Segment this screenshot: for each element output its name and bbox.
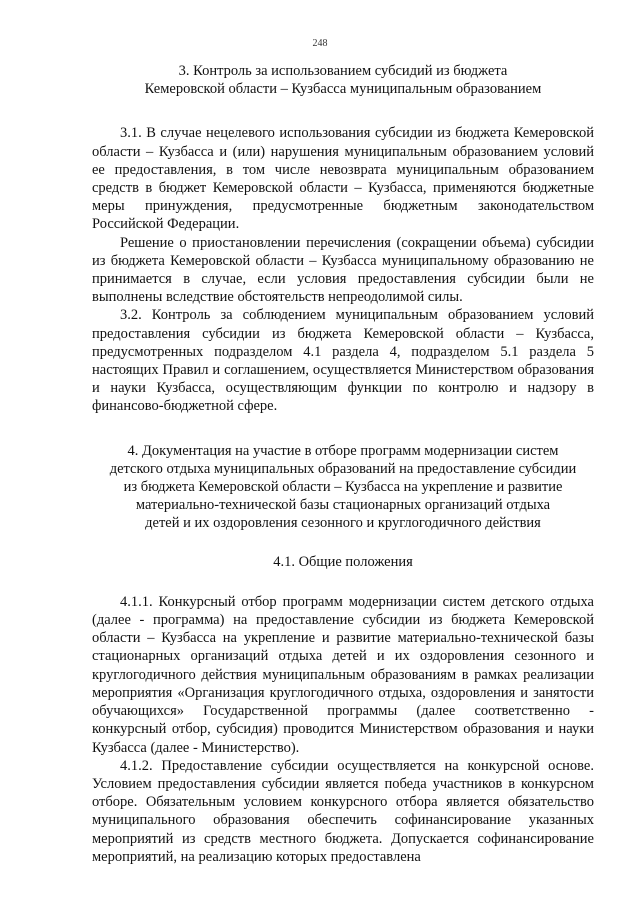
paragraph-3-2: 3.2. Контроль за соблюдением муниципальным образованием условий предоставления субсидии из бюджета Кемеровской области – Кузбасса, предусмотренных подразделом 4.1 раздела 4, подразделом 5.1 раздела 5 настоящих Правил и соглашением, осуществляется Министерством образования и науки Кузбасса, осуществляющим функции по контролю и надзору в финансово-бюджетной сфере. xyxy=(92,307,594,415)
paragraph-4-1-2: 4.1.2. Предоставление субсидии осуществляется на конкурсной основе. Условием предоставления субсидии является победа участников в конкурсном отборе. Обязательным условием конкурсного отбора является обязательство муниципального образования обеспечить софинансирование указанных мероприятий из средств местного бюджета. Допускается софинансирование мероприятий, на реализацию которых предоставлена xyxy=(92,757,594,865)
document-body xyxy=(92,62,594,866)
section-3-heading xyxy=(92,62,594,98)
subsection-4-1-heading xyxy=(92,553,594,571)
paragraph-3-1: 3.1. В случае нецелевого использования субсидии из бюджета Кемеровской области – Кузбасса и (или) нарушения муниципальным образованием условий ее предоставления, в том числе невозврата муниципальным образованием средств в бюджет Кемеровской области – Кузбасса, применяются бюджетные меры принуждения, предусмотренные бюджетным законодательством Российской Федерации. xyxy=(92,125,594,233)
paragraph-4-1-1: 4.1.1. Конкурсный отбор программ модернизации систем детского отдыха (далее - программа) на предоставление субсидии из бюджета Кемеровской области – Кузбасса на укрепление и развитие материально-технической базы стационарных организаций отдыха детей и их оздоровления сезонного и круглогодичного действия муниципальным образованиям в рамках реализации мероприятия «Организация круглогодичного отдыха, оздоровления и занятости обучающихся» Государственной программы (далее соответственно - конкурсный отбор, субсидия) проводится Министерством образования и науки Кузбасса (далее - Министерство). xyxy=(92,593,594,756)
subsection-title: 4.1. Общие положения xyxy=(273,553,413,570)
heading-line: из бюджета Кемеровской области – Кузбасса на укрепление и развитие xyxy=(123,479,563,496)
paragraph-3-1-decision: Решение о приостановлении перечисления (сокращении объема) субсидии из бюджета Кемеровской области – Кузбасса муниципальному образованию не принимается в случае, если условия предоставления субсидии были не выполнены вследствие обстоятельств непреодолимой силы. xyxy=(92,234,594,306)
heading-line: материально-технической базы стационарных организаций отдыха xyxy=(135,497,551,514)
heading-line: детского отдыха муниципальных образований на предоставление субсидии xyxy=(109,460,577,477)
heading-line: 4. Документация на участие в отборе программ модернизации систем xyxy=(127,442,559,459)
section-4-heading xyxy=(92,442,594,533)
heading-line: Кемеровской области – Кузбасса муниципальным образованием xyxy=(144,81,542,98)
heading-line: 3. Контроль за использованием субсидий из бюджета xyxy=(178,63,508,79)
page-number: 248 xyxy=(312,38,328,49)
heading-line: детей и их оздоровления сезонного и круглогодичного действия xyxy=(145,515,541,532)
